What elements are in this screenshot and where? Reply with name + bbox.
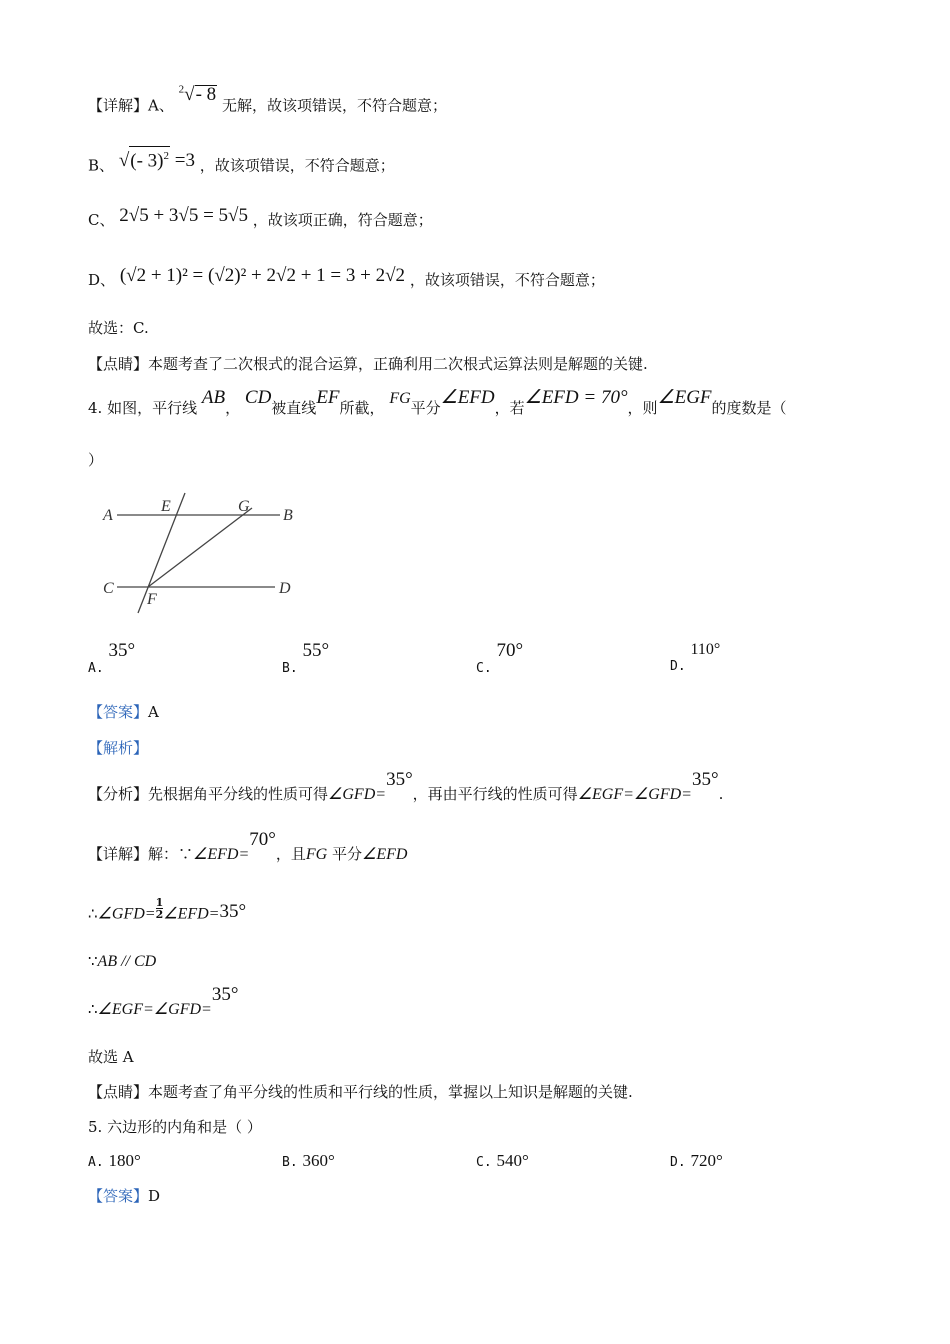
- q4-analysis-tag: 【解析】: [88, 739, 149, 757]
- label-e: E: [161, 498, 171, 515]
- sqrt-expr-d: (√2 + 1)² = (√2)² + 2√2 + 1 = 3 + 2√2: [119, 265, 406, 286]
- detail-tag: 【详解】: [88, 96, 149, 115]
- q4-step3: ∴∠EGF=∠GFD=35°: [88, 984, 239, 1018]
- q3-line-a: 【详解】A、 $^2$√- 8 无解，故该项错误，不符合题意；: [88, 84, 447, 115]
- q4-step1: ∴∠GFD= $\frac{1}{2}$ ∠EFD=35°: [88, 896, 247, 923]
- q3-line-c: C、 2√5 + 3√5 = 5√5 ，故该项正确，符合题意；: [88, 205, 433, 229]
- label-a: A: [103, 507, 113, 524]
- sqrt-expr-c: 2√5 + 3√5 = 5√5: [119, 205, 248, 226]
- q4-stem: 4. 如图，平行线 AB， CD被直线EF所截， FG平分∠EFD，若∠EFD = 70°，则∠EGF的度数是（: [88, 387, 787, 417]
- q4-option-c: C. 70°: [476, 640, 524, 676]
- label-b: B: [283, 507, 293, 524]
- q3-choose: 故选：C.: [88, 319, 149, 337]
- label-c: C: [103, 580, 114, 597]
- q4-option-b: B. 55°: [282, 640, 330, 676]
- q4-option-d: D. 110°: [670, 641, 721, 674]
- q4-stem-close: ）: [88, 451, 104, 469]
- sqrt-expr-b: √(- 3)$^2$ =3: [119, 150, 195, 171]
- q3-line-d: D、 (√2 + 1)² = (√2)² + 2√2 + 1 = 3 + 2√2 ，故该项错误，不符合题意；: [88, 265, 605, 289]
- q4-fenxi: 【分析】先根据角平分线的性质可得∠GFD=35°，再由平行线的性质可得∠EGF=∠GFD=35°.: [88, 769, 724, 803]
- q3-remark: 【点睛】本题考查了二次根式的混合运算，正确利用二次根式运算法则是解题的关键.: [88, 355, 648, 373]
- label-d: D: [279, 580, 291, 597]
- fraction-half: $\frac{1}{2}$: [155, 896, 164, 921]
- label-g: G: [238, 498, 250, 515]
- q4-answer: 【答案】A: [88, 703, 159, 721]
- q4-remark: 【点睛】本题考查了角平分线的性质和平行线的性质，掌握以上知识是解题的关键.: [88, 1083, 633, 1101]
- q5-stem: 5. 六边形的内角和是（ ）: [88, 1118, 262, 1136]
- q5-option-b: B. 360°: [282, 1151, 335, 1170]
- q5-option-d: D. 720°: [670, 1151, 723, 1170]
- q5-option-a: A. 180°: [88, 1151, 141, 1170]
- q4-choose: 故选 A: [88, 1048, 134, 1066]
- q5-option-c: C. 540°: [476, 1151, 529, 1170]
- label-f: F: [147, 591, 157, 608]
- q3-line-b: B、 √(- 3)$^2$ =3 ，故该项错误，不符合题意；: [88, 150, 395, 175]
- q5-answer: 【答案】D: [88, 1187, 161, 1205]
- q4-option-a: A. 35°: [88, 640, 136, 676]
- cube-root-expr: $^2$√- 8: [178, 84, 217, 106]
- q4-step2: ∵AB // CD: [88, 952, 157, 970]
- q4-geometry-figure: [95, 490, 315, 620]
- q4-detail: 【详解】解：∵∠EFD=70°，且FG 平分∠EFD: [88, 829, 408, 863]
